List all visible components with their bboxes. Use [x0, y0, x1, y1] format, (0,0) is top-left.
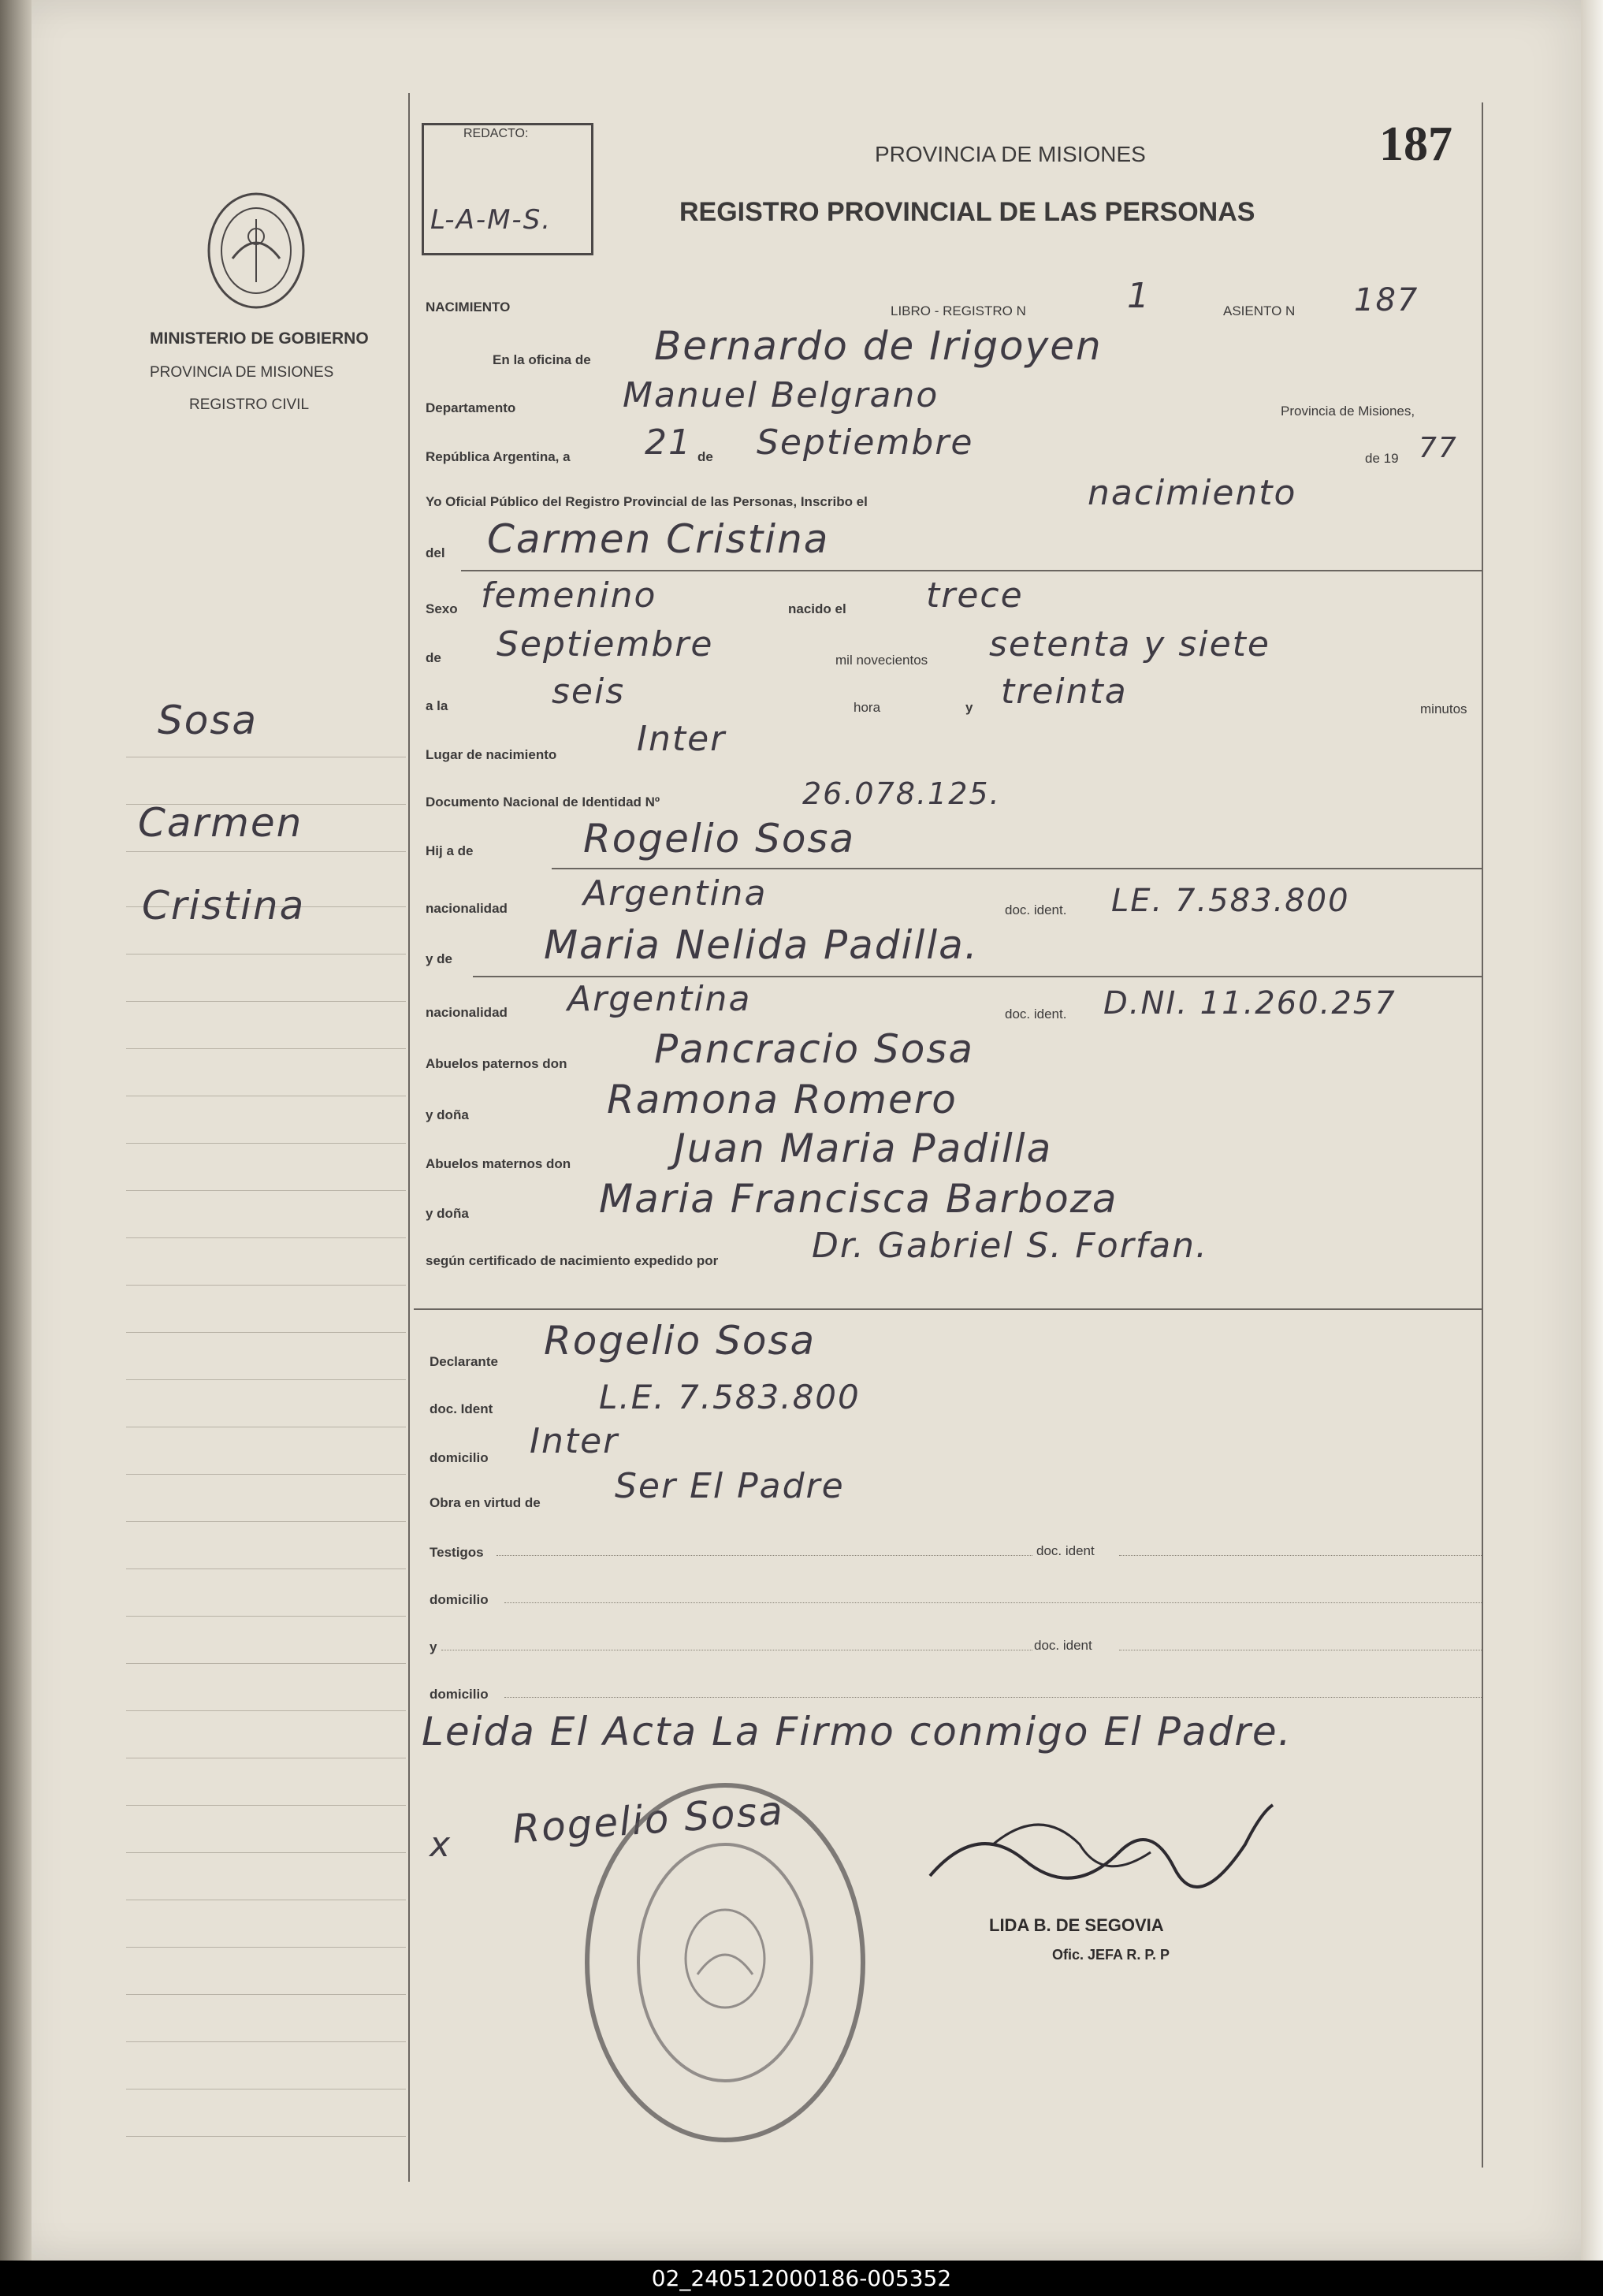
provincia-label: PROVINCIA DE MISIONES: [150, 364, 334, 381]
nac2-value: Argentina: [567, 979, 752, 1019]
redacto-box: [422, 123, 593, 255]
departamento-label: Departamento: [426, 400, 516, 415]
section-divider: [414, 1308, 1482, 1310]
anio-label: de 19: [1365, 451, 1399, 466]
del-value: Carmen Cristina: [487, 516, 830, 562]
segun-label: según certificado de nacimiento expedido por: [426, 1253, 719, 1268]
docid-value: L.E. 7.583.800: [599, 1378, 861, 1416]
mes2-value: Septiembre: [497, 624, 714, 664]
dni-label: Documento Nacional de Identidad Nº: [426, 794, 660, 809]
abuela-materna-value: Maria Francisca Barboza: [599, 1176, 1118, 1222]
abuelos-maternos-label: Abuelos maternos don: [426, 1156, 571, 1171]
scan-id-footer: 02_240512000186-005352: [0, 2261, 1603, 2296]
de-label: de: [697, 449, 713, 464]
lugar-value: Inter: [637, 719, 727, 759]
doc2-value: D.NI. 11.260.257: [1103, 985, 1397, 1021]
sexo-value: femenino: [481, 575, 657, 616]
abuelo-paterno-value: Pancracio Sosa: [654, 1026, 975, 1072]
oficina-value: Bernardo de Irigoyen: [654, 323, 1103, 369]
nac1-value: Argentina: [583, 873, 768, 914]
alo-label: a la: [426, 698, 448, 713]
lugar-label: Lugar de nacimiento: [426, 747, 557, 762]
minutos-value: treinta: [1001, 672, 1128, 712]
registro-civil-label: REGISTRO CIVIL: [189, 396, 310, 413]
margin-surname: Sosa: [158, 698, 258, 743]
testigos-label: Testigos: [430, 1545, 484, 1560]
docident-t1-label: doc. ident: [1036, 1543, 1095, 1558]
ministerio-label: MINISTERIO DE GOBIERNO: [150, 329, 369, 348]
oficina-label: En la oficina de: [493, 352, 591, 367]
abuelos-paternos-label: Abuelos paternos don: [426, 1056, 567, 1071]
de2-label: de: [426, 650, 441, 665]
nac1-label: nacionalidad: [426, 901, 508, 916]
yde-label: y de: [426, 951, 453, 966]
nacido-label: nacido el: [788, 601, 846, 616]
registro-stamp-icon: [579, 1777, 871, 2148]
firma-x: x: [430, 1825, 452, 1865]
mil-label: mil novecientos: [835, 653, 928, 668]
domicilio-label: domicilio: [430, 1450, 489, 1465]
del-label: del: [426, 545, 445, 560]
obra-label: Obra en virtud de: [430, 1495, 541, 1510]
nacimiento-label: NACIMIENTO: [426, 300, 511, 314]
y-label: y: [965, 700, 973, 715]
declarante-label: Declarante: [430, 1354, 498, 1369]
doc1-label: doc. ident.: [1005, 902, 1067, 917]
official-name: LIDA B. DE SEGOVIA: [989, 1915, 1164, 1935]
right-frame-line: [1482, 102, 1483, 2168]
dni-value: 26.078.125.: [802, 776, 1001, 811]
sexo-label: Sexo: [426, 601, 458, 616]
obra-value: Ser El Padre: [615, 1466, 845, 1506]
asiento-value: 187: [1354, 282, 1419, 318]
dia-value: 21: [645, 422, 692, 463]
declarante-value: Rogelio Sosa: [544, 1318, 816, 1364]
libro-value: 1: [1127, 276, 1151, 316]
minutos-label: minutos: [1420, 701, 1467, 716]
asiento-label: ASIENTO N: [1223, 303, 1296, 318]
mil-value: setenta y siete: [989, 624, 1270, 664]
doc1-value: LE. 7.583.800: [1111, 883, 1350, 919]
margin-name2: Cristina: [142, 883, 306, 928]
segun-value: Dr. Gabriel S. Forfan.: [812, 1226, 1209, 1266]
official-title: Ofic. JEFA R. P. P: [1052, 1947, 1170, 1963]
official-signature-icon: [914, 1789, 1292, 1931]
margin-name1: Carmen: [138, 800, 303, 846]
hora-label: hora: [854, 700, 881, 715]
page-edge: [1581, 0, 1603, 2261]
yo-oficial-label: Yo Oficial Público del Registro Provincial de las Personas, Inscribo el: [426, 494, 868, 509]
libro-label: LIBRO - REGISTRO N: [891, 303, 1026, 318]
nac2-label: nacionalidad: [426, 1005, 508, 1020]
yo-oficial-value: nacimiento: [1088, 473, 1297, 513]
madre-value: Maria Nelida Padilla.: [544, 922, 979, 968]
provincia-misiones-label: Provincia de Misiones,: [1281, 404, 1415, 419]
domicilio-value: Inter: [530, 1421, 619, 1461]
ydona2-label: y doña: [426, 1206, 469, 1221]
abuela-paterna-value: Ramona Romero: [607, 1077, 958, 1122]
domicilio-t2-label: domicilio: [430, 1687, 489, 1702]
domicilio-t1-label: domicilio: [430, 1592, 489, 1607]
abuelo-materno-value: Juan Maria Padilla: [674, 1126, 1053, 1171]
republica-label: República Argentina, a: [426, 449, 571, 464]
leida-acta-note: Leida El Acta La Firmo conmigo El Padre.: [422, 1709, 1292, 1755]
redacto-value: L-A-M-S.: [430, 204, 552, 236]
province-heading: PROVINCIA DE MISIONES: [875, 142, 1146, 166]
redacto-label: REDACTO:: [463, 127, 529, 140]
left-frame-line: [408, 93, 410, 2182]
departamento-value: Manuel Belgrano: [623, 375, 939, 415]
misiones-seal-icon: [201, 188, 311, 314]
y-t2-label: y: [430, 1639, 437, 1654]
mes-value: Septiembre: [757, 422, 974, 463]
padre-value: Rogelio Sosa: [583, 816, 856, 861]
declarante-signature: Rogelio Sosa: [511, 1788, 786, 1852]
document-title: REGISTRO PROVINCIAL DE LAS PERSONAS: [679, 197, 1255, 227]
hijo-label: Hij a de: [426, 843, 474, 858]
docid-label: doc. Ident: [430, 1401, 493, 1416]
docident-t2-label: doc. ident: [1034, 1638, 1092, 1653]
nacido-value: trece: [926, 575, 1024, 616]
hora-value: seis: [552, 672, 626, 712]
anio-value: 77: [1419, 432, 1458, 464]
book-binding: [0, 0, 32, 2261]
page-number: 187: [1379, 117, 1452, 171]
ydona1-label: y doña: [426, 1107, 469, 1122]
doc2-label: doc. ident.: [1005, 1007, 1067, 1021]
